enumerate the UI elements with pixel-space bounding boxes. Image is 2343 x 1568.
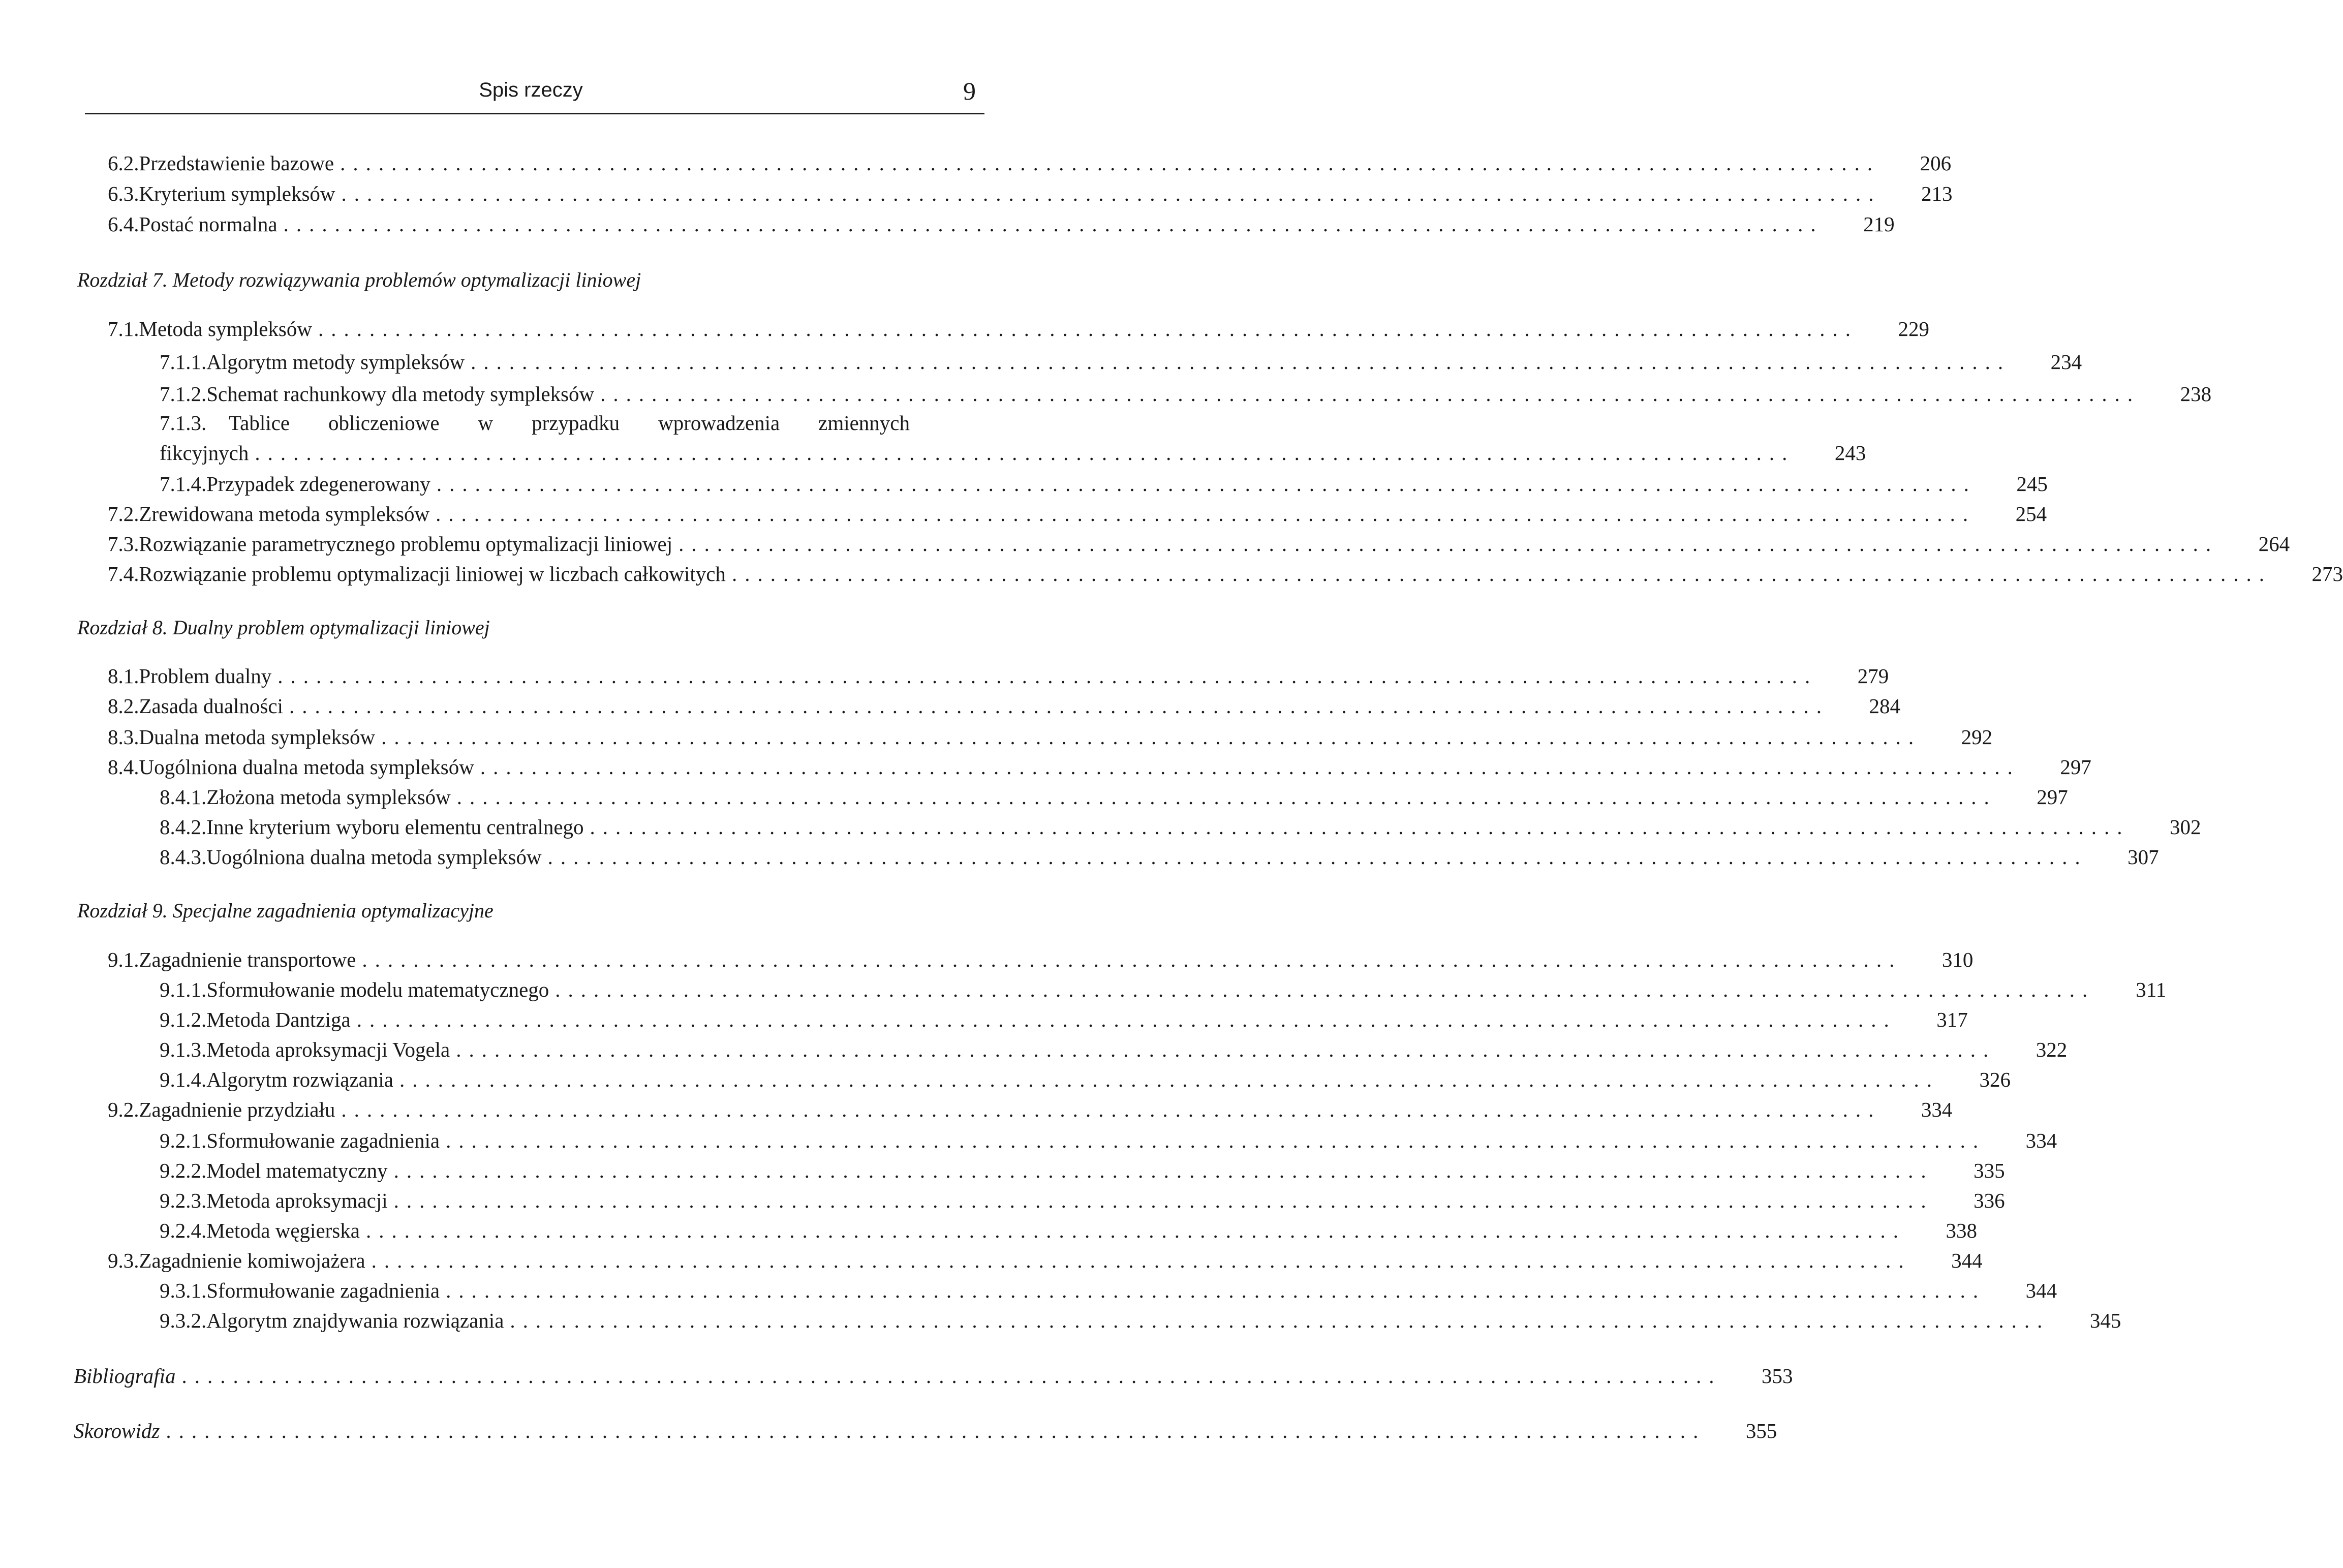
section-title: Schemat rachunkowy dla metody sympleksów [206, 382, 595, 406]
dot-leader: ........................................................................................................................ [362, 948, 1902, 971]
toc-entry [160, 1158, 2005, 1184]
page-ref: 229 [1898, 317, 1929, 341]
toc-entry [74, 1419, 1777, 1444]
dot-leader: ........................................................................................................................ [341, 1098, 1882, 1121]
page-ref: 317 [1936, 1008, 1968, 1031]
dot-leader: ........................................................................................................................ [590, 815, 2130, 839]
page-ref: 213 [1921, 182, 1953, 205]
dot-leader: ........................................................................................................................ [255, 441, 1795, 465]
page-ref: 297 [2037, 785, 2068, 809]
section-title: Problem dualny [139, 664, 272, 688]
page-ref: 311 [2136, 978, 2167, 1001]
toc-entry [160, 382, 2212, 407]
toc-entry [108, 212, 1895, 237]
page-ref: 279 [1857, 664, 1889, 688]
section-number: 7.1.3. [160, 411, 207, 435]
page-ref: 243 [1834, 441, 1866, 465]
section-number: 8.2. [108, 694, 139, 718]
section-number: 8.4.3. [160, 845, 207, 869]
section-title: Zagadnienie transportowe [139, 948, 356, 971]
page-ref: 307 [2128, 845, 2159, 869]
section-number: 9.3.2. [160, 1309, 207, 1332]
section-title: Uogólniona dualna metoda sympleksów [206, 845, 542, 869]
dot-leader: ........................................................................................................................ [456, 785, 1997, 809]
section-title: Model matematyczny [206, 1159, 388, 1182]
dot-leader: ........................................................................................................................ [393, 1189, 1934, 1212]
toc-entry [108, 664, 1889, 689]
section-title: Algorytm metody sympleksów [206, 350, 465, 374]
toc-entry [108, 181, 1953, 207]
page-ref: 238 [2180, 382, 2212, 406]
section-title: Inne kryterium wyboru elementu centralnego [206, 815, 584, 839]
page-ref: 264 [2258, 532, 2290, 556]
section-title: Złożona metoda sympleksów [206, 785, 451, 809]
section-title: Skorowidz [74, 1419, 160, 1442]
page-ref: 338 [1946, 1219, 1977, 1242]
toc-entry [108, 1248, 1983, 1274]
toc-entry [160, 472, 2048, 497]
section-title: Algorytm znajdywania rozwiązania [206, 1309, 504, 1332]
dot-leader: ........................................................................................................................ [365, 1219, 1906, 1242]
dot-leader: ........................................................................................................................ [510, 1309, 2050, 1332]
toc-entry [160, 785, 2068, 810]
page-ref: 336 [1974, 1189, 2005, 1212]
toc-entry [108, 317, 1929, 342]
dot-leader: ........................................................................................................................ [393, 1159, 1934, 1182]
header-rule [85, 113, 984, 114]
dot-leader: ........................................................................................................................ [600, 382, 2141, 406]
section-number: 9.2.1. [160, 1129, 207, 1152]
toc-entry [160, 815, 2201, 840]
section-number: 7.1.2. [160, 382, 207, 406]
section-title: Zrewidowana metoda sympleksów [139, 502, 430, 526]
section-number: 9.2. [108, 1098, 139, 1121]
section-number: 9.2.3. [160, 1189, 207, 1212]
page-ref: 345 [2089, 1309, 2121, 1332]
page-ref: 344 [1951, 1249, 1983, 1272]
section-title: Zagadnienie przydziału [139, 1098, 335, 1121]
section-title: Kryterium sympleksów [139, 182, 335, 205]
page-ref: 234 [2050, 350, 2082, 374]
page-ref: 322 [2036, 1038, 2068, 1061]
toc-entry [108, 694, 1900, 719]
section-title: Bibliografia [74, 1364, 176, 1388]
dot-leader: ........................................................................................................................ [381, 725, 1922, 749]
dot-leader: ........................................................................................................................ [456, 1038, 1996, 1061]
section-number: 7.1.1. [160, 350, 207, 374]
page-ref: 334 [1921, 1098, 1953, 1121]
toc-entry [160, 977, 2167, 1003]
page-ref: 310 [1941, 948, 1974, 971]
page-ref: 335 [1974, 1159, 2005, 1182]
section-title: Uogólniona dualna metoda sympleksów [139, 755, 474, 779]
section-number: 9.2.4. [160, 1219, 207, 1242]
section-number: 9.1.4. [160, 1068, 207, 1091]
page-number: 9 [963, 77, 976, 105]
section-number: 8.4. [108, 755, 139, 779]
dot-leader: ........................................................................................................................ [446, 1129, 1986, 1152]
toc-entry [108, 725, 1993, 750]
section-number: 9.1.2. [160, 1008, 207, 1031]
section-title: Metoda Dantziga [206, 1008, 351, 1031]
toc-entry [160, 845, 2159, 870]
toc-entry [160, 1007, 1968, 1033]
running-header-title: Spis rzeczy [479, 79, 583, 101]
section-number: 9.1.1. [160, 978, 207, 1001]
toc-entry [160, 1308, 2121, 1334]
toc-entry [160, 411, 983, 436]
section-number: 7.1. [108, 317, 139, 341]
section-number: 9.1.3. [160, 1038, 207, 1061]
dot-leader: ........................................................................................................................ [278, 664, 1818, 688]
dot-leader: ........................................................................................................................ [181, 1364, 1722, 1388]
section-title: Metoda aproksymacji [206, 1189, 388, 1212]
page-ref: 219 [1863, 212, 1895, 236]
section-number: 7.4. [108, 562, 139, 586]
section-title: fikcyjnych [160, 441, 249, 465]
section-number: 7.1.4. [160, 472, 207, 496]
toc-entry [108, 947, 1974, 973]
section-title: Sformułowanie modelu matematycznego [206, 978, 549, 1001]
toc-entry [160, 1067, 2011, 1093]
section-title: Metoda sympleksów [139, 317, 312, 341]
section-title: Rozwiązanie parametrycznego problemu optymalizacji liniowej [139, 532, 673, 556]
dot-leader: ........................................................................................................................ [318, 317, 1858, 341]
section-number: 9.3.1. [160, 1279, 207, 1302]
page-ref: 344 [2025, 1279, 2057, 1302]
section-number: 8.4.2. [160, 815, 207, 839]
toc-entry [160, 350, 2082, 375]
dot-leader: ........................................................................................................................ [547, 845, 2088, 869]
page-ref: 206 [1920, 151, 1952, 175]
dot-leader: ........................................................................................................................ [356, 1008, 1897, 1031]
toc-entry [108, 151, 1952, 176]
toc-entry [108, 532, 2290, 557]
dot-leader: ........................................................................................................................ [166, 1419, 1706, 1442]
section-number: 7.2. [108, 502, 139, 526]
section-title: Zasada dualności [139, 694, 283, 718]
page-ref: 297 [2060, 755, 2091, 779]
chapter-heading: Rozdział 7. Metody rozwiązywania problemów optymalizacji liniowej [77, 268, 641, 291]
section-title: Tablice obliczeniowe w przypadku wprowadzenia zmiennych [229, 411, 910, 435]
section-title: Dualna metoda sympleksów [139, 725, 376, 749]
chapter-heading: Rozdział 9. Specjalne zagadnienia optymalizacyjne [77, 899, 494, 922]
section-title: Postać normalna [139, 212, 278, 236]
toc-entry [160, 1128, 2057, 1154]
dot-leader: ........................................................................................................................ [436, 472, 1977, 496]
page-ref: 292 [1961, 725, 1993, 749]
section-title: Przypadek zdegenerowany [206, 472, 430, 496]
dot-leader: ........................................................................................................................ [341, 182, 1882, 205]
dot-leader: ........................................................................................................................ [480, 755, 2020, 779]
toc-entry [108, 1097, 1953, 1123]
page-ref: 273 [2311, 562, 2343, 586]
section-title: Metoda aproksymacji Vogela [206, 1038, 450, 1061]
toc-entry [108, 562, 2343, 587]
page-ref: 254 [2015, 502, 2047, 526]
dot-leader: ........................................................................................................................ [679, 532, 2219, 556]
dot-leader: ........................................................................................................................ [446, 1279, 1986, 1302]
section-title: Algorytm rozwiązania [206, 1068, 393, 1091]
section-title: Sformułowanie zagadnienia [206, 1279, 440, 1302]
page-ref: 245 [2016, 472, 2048, 496]
toc-entry [160, 1037, 2068, 1063]
section-number: 9.2.2. [160, 1159, 207, 1182]
page-ref: 355 [1745, 1419, 1777, 1442]
section-title: Sformułowanie zagadnienia [206, 1129, 440, 1152]
section-number: 8.4.1. [160, 785, 207, 809]
dot-leader: ........................................................................................................................ [436, 502, 1976, 526]
toc-entry [108, 755, 2091, 780]
page-ref: 302 [2170, 815, 2201, 839]
toc-entry [160, 1218, 1977, 1244]
section-number: 9.3. [108, 1249, 139, 1272]
section-title: Rozwiązanie problemu optymalizacji liniowej w liczbach całkowitych [139, 562, 726, 586]
dot-leader: ........................................................................................................................ [371, 1249, 1912, 1272]
section-number: 6.2. [108, 151, 139, 175]
section-title: Przedstawienie bazowe [139, 151, 334, 175]
toc-entry [160, 1188, 2005, 1214]
dot-leader: ........................................................................................................................ [289, 694, 1829, 718]
dot-leader: ........................................................................................................................ [340, 151, 1880, 175]
toc-entry [160, 441, 1866, 466]
page-ref: 334 [2025, 1129, 2057, 1152]
toc-entry [160, 1278, 2057, 1304]
section-number: 6.4. [108, 212, 139, 236]
section-number: 6.3. [108, 182, 139, 205]
section-title: Metoda węgierska [206, 1219, 360, 1242]
dot-leader: ........................................................................................................................ [283, 212, 1824, 236]
section-number: 9.1. [108, 948, 139, 971]
chapter-heading: Rozdział 8. Dualny problem optymalizacji liniowej [77, 616, 490, 639]
page-ref: 353 [1761, 1364, 1793, 1388]
page-ref: 284 [1869, 694, 1900, 718]
dot-leader: ........................................................................................................................ [399, 1068, 1939, 1091]
section-number: 8.1. [108, 664, 139, 688]
toc-entry [108, 502, 2047, 527]
dot-leader: ........................................................................................................................ [471, 350, 2011, 374]
section-title: Zagadnienie komiwojażera [139, 1249, 365, 1272]
dot-leader: ........................................................................................................................ [731, 562, 2272, 586]
section-number: 8.3. [108, 725, 139, 749]
toc-entry [74, 1364, 1793, 1389]
section-number: 7.3. [108, 532, 139, 556]
page-ref: 326 [1979, 1068, 2011, 1091]
dot-leader: ........................................................................................................................ [555, 978, 2095, 1001]
